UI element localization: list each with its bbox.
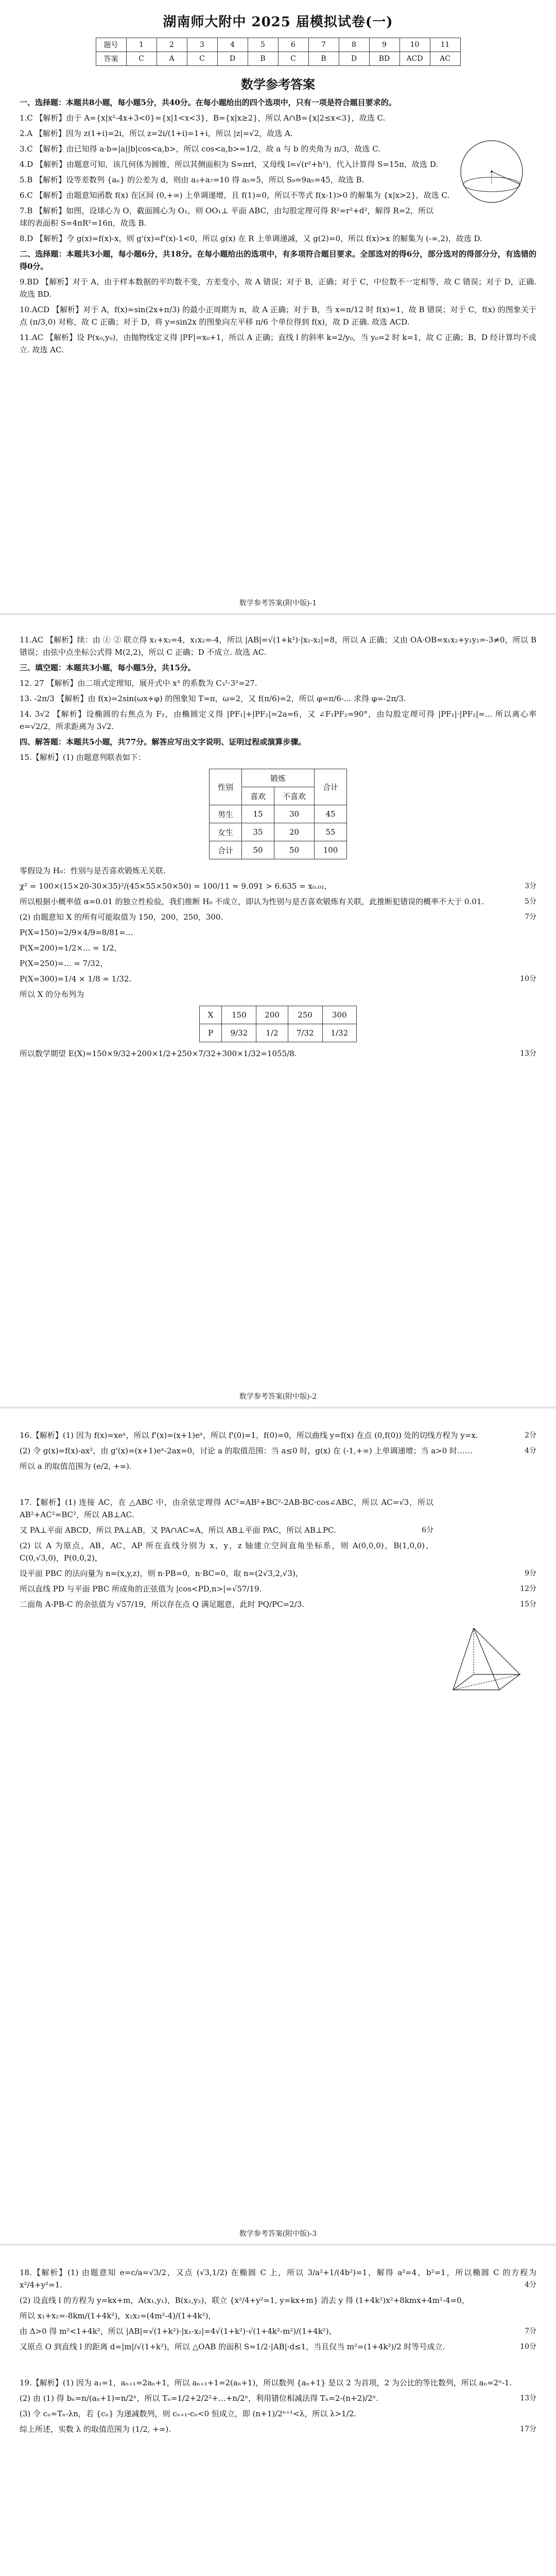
table-cell: 女生 [209,823,241,841]
score-mark: 4分 [525,1447,536,1455]
page-separator [0,613,556,615]
answer-key-number: 8 [339,38,369,52]
answer-16-body: (2) 令 g(x)=f(x)-ax²，由 g'(x)=(x+1)eˣ-2ax=0，讨论 a 的取值范围：当 a≤0 时，g(x) 在 (-1,+∞) 上单调递增；当 a>0 时…… [20,1446,473,1455]
answer-11-continued: 11.AC 【解析】续：由 ① ② 联立得 x₁+x₂=4，x₁x₂=-4，所以 |AB|=√(1+k²)·|x₁-x₂|=8，所以 A 正确；又由 OA·OB=x₁x₂+y₁y₂=-3≠0，所以 B 错误；由弦中点坐标公式得 M(2,2)，所以 C 正确；D 不成立. 故选 AC. [20,635,536,657]
answer-17-body: 二面角 A-PB-C 的余弦值为 √57/19，所以存在点 Q 满足题意，此时 PQ/PC=2/3. [20,1600,305,1609]
answer-13: 13. -2π/3 【解析】由 f(x)=2sin(ωx+φ) 的图象知 T=π，ω=2，又 f(π/6)=2，所以 φ=π/6-... 求得 φ=-2π/3. [20,694,406,703]
answer-key-row-numbers [96,38,460,52]
distribution-table [199,1006,357,1042]
answer-key-number: 9 [369,38,399,52]
answer-17-body: 设平面 PBC 的法向量为 n=(x,y,z)，则 n·PB=0，n·BC=0，取 n=(2√3,2,√3)， [20,1569,303,1578]
answer-key-row-answers [96,52,460,66]
distribution-caption: 所以 X 的分布列为 [20,990,84,999]
table-cell: 7/32 [288,1024,322,1042]
table-cell: 合计 [209,841,241,859]
probability-line: P(X=200)=1/2×... = 1/2， [20,943,122,953]
answer-5: 5.B 【解析】设等差数列 {aₙ} 的公差为 d，则由 a₃+a₇=10 得 a₅=5，所以 S₉=9a₅=45，故选 B. [20,175,364,184]
answer-key-number: 11 [430,38,460,52]
table-cell: 55 [315,823,347,841]
conclusion-body: 所以根据小概率值 α=0.01 的独立性检验，我们推断 H₀ 不成立，即认为性别与是否喜欢锻炼有关联，此推断犯错误的概率不大于 0.01. [20,897,484,906]
answer-18-part1 [20,2266,536,2291]
score-mark: 13分 [520,1049,536,1058]
score-mark: 5分 [525,897,536,906]
table-cell: 45 [315,805,347,823]
sphere-figure [448,133,535,210]
answer-key-label: 题号 [96,38,126,52]
answer-17-body: 又 PA⊥平面 ABCD，所以 PA⊥AB，又 PA∩AC=A，所以 AB⊥平面 PAC，所以 AB⊥PC. [20,1526,336,1535]
answer-9: 9.BD 【解析】对于 A，由于样本数据的平均数不变，方差变小，故 A 错误；对于 B，正确；对于 C，中位数不一定相等，故 C 错误；对于 D，正确. 故选 BD. [20,277,536,299]
table-cell: 15 [241,805,274,823]
answer-page-4 [0,2254,556,2576]
answer-19-part1: 19.【解析】(1) 因为 a₁=1，aₙ₊₁=2aₙ+1，所以 aₙ₊₁+1=2(aₙ+1)，所以数列 {aₙ+1} 是以 2 为首项，2 为公比的等比数列，所以 aₙ=2ⁿ-1. [20,2378,512,2387]
answer-key-answer: ACD [399,52,430,66]
score-mark: 13分 [520,2394,536,2402]
score-mark: 2分 [525,1431,536,1439]
answer-6: 6.C 【解析】由题意知函数 f(x) 在区间 (0,+∞) 上单调递增，且 f(1)=0，所以不等式 f(x-1)>0 的解集为 {x|x>2}，故选 C. [20,191,450,200]
table-cell: 1/2 [256,1024,288,1042]
answer-16-result: 所以 a 的取值范围为 (e/2, +∞). [20,1462,132,1471]
page-title: 湖南师大附中 2025 届模拟试卷(一) [163,14,393,30]
expectation-body: 所以数学期望 E(X)=150×9/32+200×1/2+250×7/32+300×1/32=1055/8. [20,1049,297,1058]
page-separator [0,1406,556,1409]
table-cell: 200 [256,1006,288,1024]
section-heading: 三、填空题：本题共3小题，每小题5分，共15分。 [20,663,196,672]
section-heading: 一、选择题：本题共8小题，每小题5分，共40分。在每小题给出的四个选项中，只有一项是符合题目要求的。 [20,98,396,107]
answer-17-part1b [20,1524,536,1536]
score-mark: 10分 [520,2343,536,2351]
answer-18-body: 由 Δ>0 得 m²<1+4k²，所以 |AB|=√(1+k²)·|x₁-x₂|=4√(1+k²)·√(1+4k²-m²)/(1+4k²)， [20,2327,337,2336]
table-cell: 250 [288,1006,322,1024]
answer-17-body: 17.【解析】(1) 连接 AC，在 △ABC 中，由余弦定理得 AC²=AB²+BC²-2AB·BC·cos∠ABC，所以 AC=√3，所以 AB²+AC²=BC²，所以 AB⊥AC. [20,1498,433,1519]
score-mark: 9分 [525,1569,536,1578]
answer-18-chord [20,2325,536,2337]
answer-key-number: 4 [217,38,248,52]
section-heading: 二、选择题：本题共3小题，每小题6分，共18分。在每小题给出的选项中，有多项符合题目要求。全部选对的得6分，部分选对的得部分分，有选错的得0分。 [20,249,536,271]
table-cell: 50 [241,841,274,859]
answer-17-part2: (2) 以 A 为原点，AB，AC，AP 所在直线分别为 x，y，z 轴建立空间直角坐标系，则 A(0,0,0)，B(1,0,0)，C(0,√3,0)，P(0,0,2)， [20,1541,433,1563]
answer-19-part2 [20,2392,536,2404]
answer-8: 8.D 【解析】令 g(x)=f(x)-x，则 g'(x)=f'(x)-1<0，所以 g(x) 在 R 上单调递减，又 g(2)=0，所以 f(x)>x 的解集为 (-∞,2)，故选 D. [20,234,482,243]
probability-line: P(X=150)=2/9×4/9=8/81=... [20,928,133,937]
answer-key-answer: D [339,52,369,66]
part2-body: (2) 由题意知 X 的所有可能取值为 150，200，250，300. [20,912,223,922]
answer-12: 12. 27 【解析】由二项式定理知，展开式中 x³ 的系数为 C₃¹·3²=27. [20,679,257,688]
score-mark: 12分 [520,1585,536,1593]
answer-18-area [20,2341,536,2353]
table-cell: 50 [274,841,315,859]
score-mark: 10分 [520,975,536,983]
answer-11: 11.AC 【解析】设 P(x₀,y₀)，由抛物线定义得 |PF|=x₀+1，所以 A 正确；直线 l 的斜率 k=2/y₀，当 y₀=2 时 k=1，故 C 正确；B、D 经计算均不成立. 故选 AC. [20,333,536,354]
probability-line [20,973,536,985]
answer-key-number: 5 [248,38,278,52]
probability-body: P(X=300)=1/4 × 1/8 = 1/32. [20,974,132,984]
answer-key-answer: A [157,52,187,66]
page-footer: 数学参考答案(附中版)-3 [239,2230,317,2238]
score-mark: 7分 [525,913,536,921]
answer-key-answer: B [308,52,339,66]
chi-square-formula: χ² = 100×(15×20-30×35)²/(45×55×50×50) = 100/11 ≈ 9.091 > 6.635 = x₀.₀₁， [20,882,332,891]
answer-19-body: (2) 由 (1) 得 bₙ=n/(aₙ+1)=n/2ⁿ，所以 Tₙ=1/2+2/2²+…+n/2ⁿ，利用错位相减法得 Tₙ=2-(n+2)/2ⁿ. [20,2394,378,2403]
answer-key-answer: B [248,52,278,66]
score-mark: 7分 [525,2327,536,2335]
answer-18-part2: (2) 设直线 l 的方程为 y=kx+m，A(x₁,y₁)，B(x₂,y₂)，联立 {x²/4+y²=1, y=kx+m} 消去 y 得 (1+4k²)x²+8kmx+4m²-4=0， [20,2296,470,2305]
answer-17-normal [20,1567,536,1580]
answer-19-result [20,2423,536,2435]
answer-key-number: 2 [157,38,187,52]
section-heading: 四、解答题：本题共5小题，共77分。解答应写出文字说明、证明过程或演算步骤。 [20,737,306,747]
part2-text [20,911,536,923]
table-header: X [199,1006,222,1024]
score-mark: 6分 [422,1526,433,1534]
table-cell: 150 [222,1006,256,1024]
answer-17-part1 [20,1496,536,1521]
score-mark: 4分 [525,2281,536,2289]
answer-17-body: 所以直线 PD 与平面 PBC 所成角的正弦值为 |cos<PD,n>|=√57/19. [20,1584,262,1594]
table-cell: 100 [315,841,347,859]
answer-page-2 [0,623,556,1386]
table-cell: 20 [274,823,315,841]
table-row [209,823,346,841]
expectation-text [20,1047,536,1060]
page-footer: 数学参考答案(附中版)-2 [239,1393,317,1401]
page-footer: 数学参考答案(附中版)-1 [239,599,317,607]
table-header: 锻炼 [241,769,314,787]
answer-key-answer: C [187,52,217,66]
answer-key-number: 1 [126,38,157,52]
answer-19-body: 综上所述，实数 λ 的取值范围为 (1/2, +∞). [20,2425,171,2434]
table-header: 合计 [315,769,347,805]
answer-10: 10.ACD 【解析】对于 A，f(x)=sin(2x+π/3) 的最小正周期为 π，故 A 正确；对于 B，当 x=π/12 时 f(x)=1，故 B 错误；对于 C，f(x) 的图象关于点 (π/3,0) 对称，故 C 正确；对于 D，将 y=sin2x 的图象向左平移 π/6 个单位得到 f(x)，故 D 正确. 故选 ACD. [20,305,536,327]
page-separator [0,2244,556,2246]
answer-2: 2.A 【解析】因为 z(1+i)=2i，所以 z=2i/(1+i)=1+i，所以 |z|=√2，故选 A. [20,129,293,138]
contingency-table [209,769,347,859]
score-mark: 15分 [520,1600,536,1608]
hypothesis-text: 零假设为 H₀：性别与是否喜欢锻炼无关联. [20,866,166,875]
answer-key-answer: C [126,52,157,66]
answer-18-body: 18.【解析】(1) 由题意知 e=c/a=√3/2，又点 (√3,1/2) 在椭圆 C 上，所以 3/a²+1/(4b²)=1，解得 a²=4，b²=1，所以椭圆 C 的方程为 x²/4+y²=1. [20,2268,536,2290]
page-subtitle: 数学参考答案 [241,77,315,92]
answer-14: 14. 3√2 【解析】设椭圆的右焦点为 F₂，由椭圆定义得 |PF₁|+|PF₂|=2a=6，又 ∠F₁PF₂=90°，由勾股定理可得 |PF₁|·|PF₂|=... 所以离心率 e=√2/2，所求距离为 3√2. [20,709,536,731]
score-mark: 3分 [525,882,536,890]
answer-15-intro: 15.【解析】(1) 由题意列联表如下： [20,753,146,762]
answer-key-answer: D [217,52,248,66]
table-cell: 男生 [209,805,241,823]
answer-3: 3.C 【解析】由已知得 a·b=|a||b|cos<a,b>，所以 cos<a,b>=1/2，故 a 与 b 的夹角为 π/3，故选 C. [20,144,380,154]
pyramid-figure [443,1618,530,1705]
conclusion-text [20,895,536,908]
answer-16-part1 [20,1429,536,1442]
answer-7: 7.B 【解析】如图，设球心为 O，截面圆心为 O₁，则 OO₁⊥ 平面 ABC，由勾股定理可得 R²=r²+d²，解得 R=2，所以球的表面积 S=4πR²=16π，故选 B. [20,206,433,228]
answer-16-body: 16.【解析】(1) 因为 f(x)=xeˣ，所以 f'(x)=(x+1)eˣ，所以 f'(0)=1，f(0)=0，所以曲线 y=f(x) 在点 (0,f(0)) 处的切线方程为 y=x. [20,1431,478,1440]
answer-17-result [20,1598,536,1611]
table-cell: 300 [322,1006,357,1024]
answer-18-body: 又原点 O 到直线 l 的距离 d=|m|/√(1+k²)，所以 △OAB 的面积 S=1/2·|AB|·d≤1，当且仅当 m²=(1+4k²)/2 时等号成立. [20,2342,445,2351]
answer-16-part2 [20,1445,536,1457]
answer-key-table [96,38,461,66]
answer-key-number: 3 [187,38,217,52]
table-cell: 30 [274,805,315,823]
answer-page-1 [0,0,556,590]
answer-4: 4.D 【解析】由题意可知，该几何体为圆锥，所以其侧面积为 S=πrl，又母线 l=√(r²+h²)，代入计算得 S=15π，故选 D. [20,160,438,169]
table-header: P [199,1024,222,1042]
answer-1: 1.C 【解析】由于 A={x|x²-4x+3<0}={x|1<x<3}，B={x|x≥2}，所以 A∩B={x|2≤x<3}，故选 C. [20,113,386,123]
table-header: 喜欢 [241,787,274,805]
answer-key-answer: AC [430,52,460,66]
answer-key-number: 7 [308,38,339,52]
answer-18-vieta: 所以 x₁+x₂=-8km/(1+4k²)，x₁x₂=(4m²-4)/(1+4k²)， [20,2311,216,2320]
answer-17-sine [20,1583,536,1595]
answer-19-part3: (3) 令 cₙ=Tₙ-λn，若 {cₙ} 为递减数列，则 cₙ₊₁-cₙ<0 恒成立，即 (n+1)/2ⁿ⁺¹<λ，所以 λ>1/2. [20,2409,357,2418]
answer-key-answer: BD [369,52,399,66]
chi-square-text [20,880,536,892]
table-cell: 9/32 [222,1024,256,1042]
answer-key-answer: C [278,52,308,66]
table-row [209,841,346,859]
table-cell: 35 [241,823,274,841]
table-cell: 1/32 [322,1024,357,1042]
answer-key-number: 10 [399,38,430,52]
table-header: 性别 [209,769,241,805]
score-mark: 17分 [520,2425,536,2433]
answer-page-3 [0,1417,556,2221]
answer-key-number: 6 [278,38,308,52]
table-row [209,805,346,823]
answer-key-label: 答案 [96,52,126,66]
table-header: 不喜欢 [274,787,315,805]
probability-line: P(X=250)=... = 7/32， [20,959,108,968]
